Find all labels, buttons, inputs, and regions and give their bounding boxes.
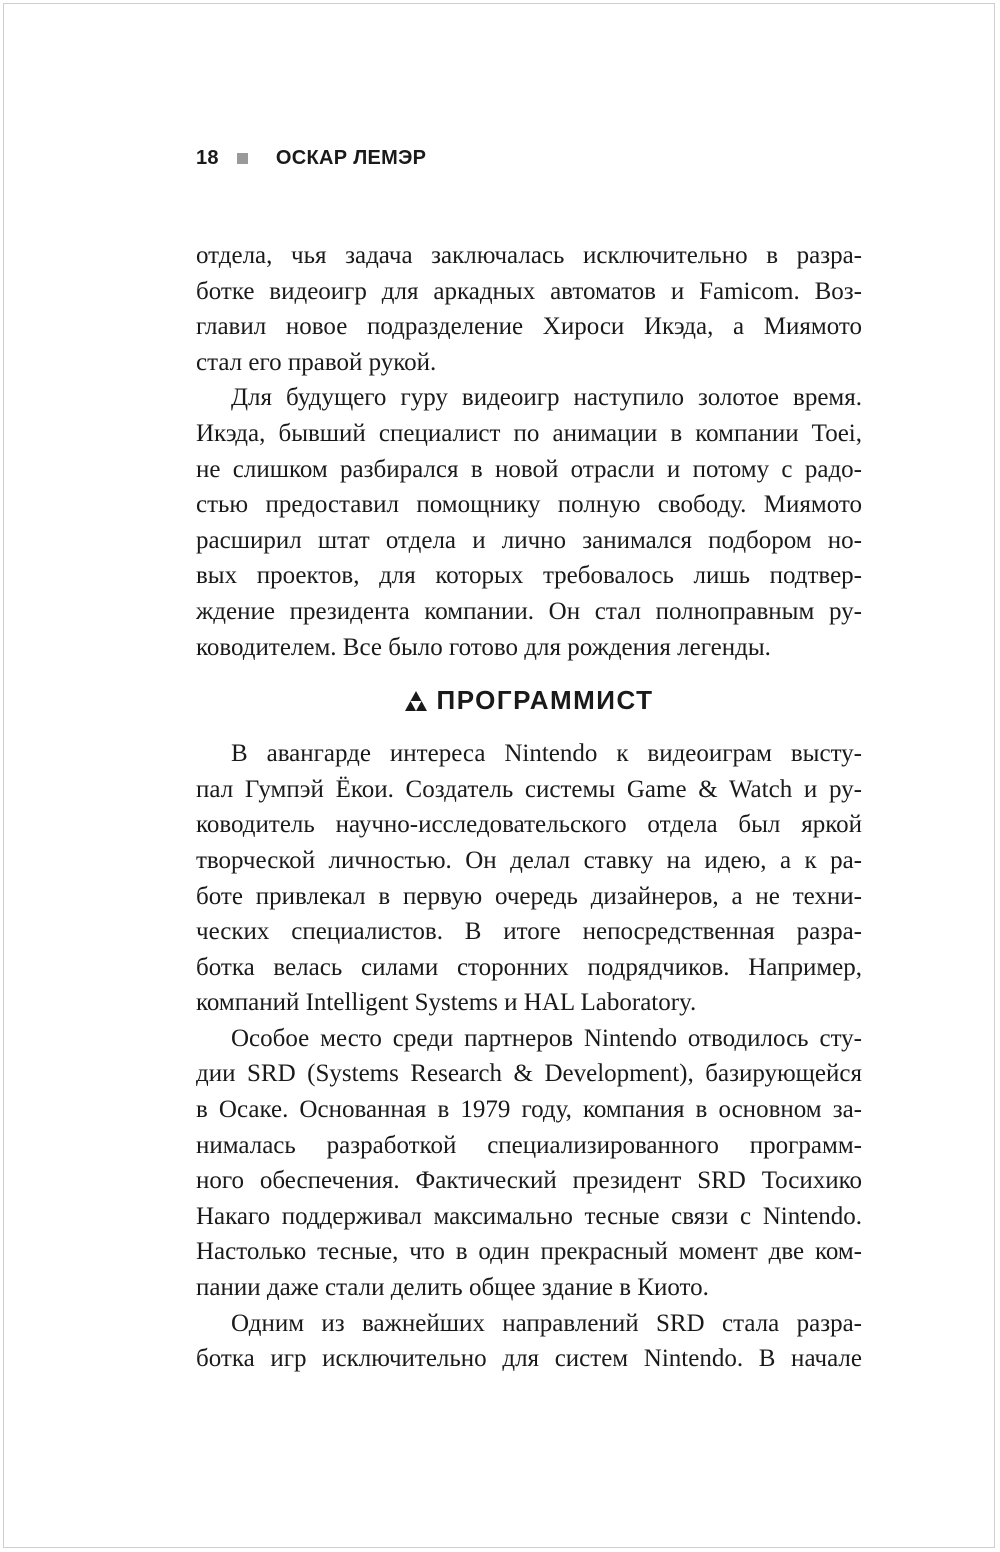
text-line: главил новое подразделение Хироси Икэда, а Миямото (196, 313, 862, 341)
text-line: ческих специалистов. В итоге непосредственная разра- (196, 918, 862, 946)
paragraphs-after-heading (196, 736, 862, 1377)
text-line: расширил штат отдела и лично занимался подбором но- (196, 526, 862, 554)
text-line: пании даже стали делить общее здание в Киото. (196, 1274, 709, 1302)
text-line: в Осаке. Основанная в 1979 году, компания в основном за- (196, 1096, 862, 1124)
triforce-icon (405, 691, 427, 711)
text-line: боте привлекал в первую очередь дизайнеров, а не техни- (196, 882, 862, 910)
text-line: пал Гумпэй Ёкои. Создатель системы Game & Watch и ру- (196, 775, 862, 803)
text-line: Одним из важнейших направлений SRD стала разра- (231, 1309, 862, 1337)
text-line: Накаго поддерживал максимально тесные связи с Nintendo. (196, 1202, 862, 1230)
section-title: ПРОГРАММИСТ (436, 684, 654, 715)
text-line: Для будущего гуру видеоигр наступило золотое время. (231, 384, 862, 412)
paragraph (196, 736, 862, 1021)
paragraph (196, 1021, 862, 1306)
text-line: ководителем. Все было готово для рождения легенды. (196, 633, 771, 661)
text-line: Настолько тесные, что в один прекрасный момент две ком- (196, 1238, 862, 1266)
text-line: ботке видеоигр для аркадных автоматов и Famicom. Воз- (196, 277, 862, 305)
header-square-icon (237, 153, 248, 164)
text-line: дии SRD (Systems Research & Development), базирующейся (196, 1060, 862, 1088)
running-head (196, 146, 426, 170)
paragraph (196, 380, 862, 665)
text-line: ждение президента компании. Он стал полноправным ру- (196, 597, 862, 625)
text-line: не слишком разбирался в новой отрасли и потому с радо- (196, 455, 862, 483)
body-text (196, 238, 862, 1377)
paragraph (196, 238, 862, 380)
text-line: Особое место среди партнеров Nintendo отводилось сту- (231, 1024, 862, 1052)
text-line: ботка игр исключительно для систем Nintendo. В начале (196, 1345, 862, 1373)
text-line: ководитель научно-исследовательского отдела был яркой (196, 811, 862, 839)
text-line: отдела, чья задача заключалась исключительно в разра- (196, 242, 862, 269)
text-line: В авангарде интереса Nintendo к видеоиграм высту- (231, 740, 862, 768)
section-heading (196, 665, 862, 736)
text-line: нималась разработкой специализированного программ- (196, 1131, 862, 1159)
text-line: стал его правой рукой. (196, 348, 437, 376)
paragraphs-before-heading (196, 238, 862, 665)
author-name: ОСКАР ЛЕМЭР (275, 146, 427, 169)
text-line: ботка велась силами сторонних подрядчиков. Например, (196, 953, 862, 981)
text-line: творческой личностью. Он делал ставку на идею, а к ра- (196, 846, 862, 874)
page-number: 18 (196, 146, 219, 169)
text-line: ного обеспечения. Фактический президент SRD Тосихико (196, 1167, 862, 1195)
paragraph (196, 1306, 862, 1377)
text-line: вых проектов, для которых требовалось лишь подтвер- (196, 562, 862, 590)
text-line: компаний Intelligent Systems и HAL Laboratory. (196, 989, 697, 1017)
text-line: стью предоставил помощнику полную свободу. Миямото (196, 491, 862, 519)
text-line: Икэда, бывший специалист по анимации в компании Toei, (196, 419, 862, 447)
